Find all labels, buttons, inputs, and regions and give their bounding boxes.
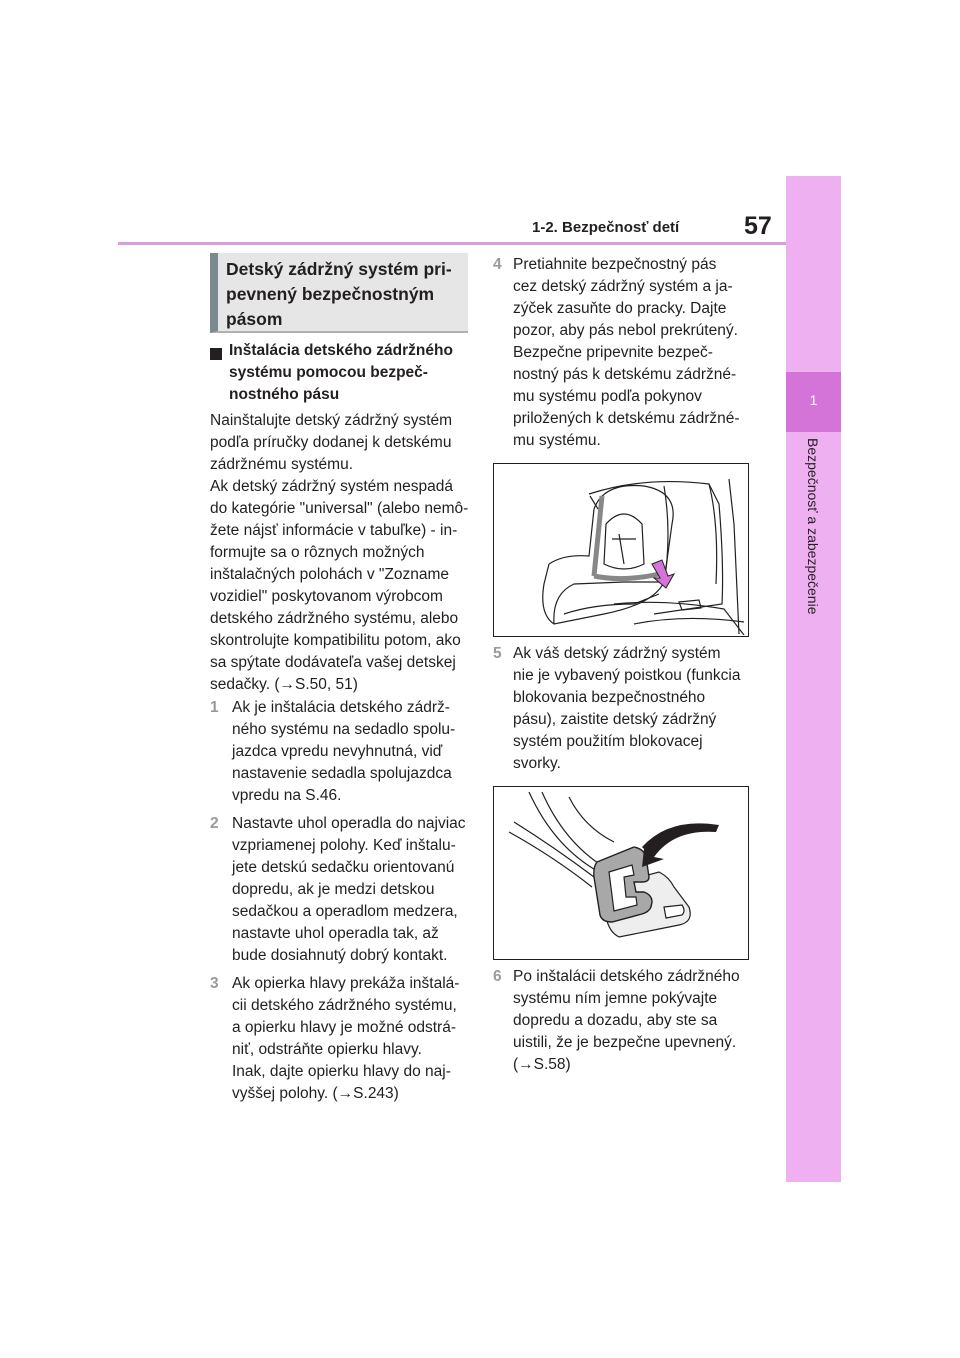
step-line: sedačkou a operadlom medzera,	[232, 903, 458, 920]
intro-line: do kategórie "universal" (alebo nemô-	[210, 500, 469, 517]
step-line: (→S.58)	[513, 1056, 571, 1073]
chapter-title-text: Bezpečnosť a zabezpečenie	[805, 438, 821, 615]
step-text	[232, 697, 455, 807]
step-line: jazdca vpredu nevyhnutná, viď	[232, 743, 443, 760]
intro-line: formujte sa o rôznych možných	[210, 544, 425, 561]
square-bullet-icon	[210, 348, 222, 360]
intro-line: inštalačných polohách v "Zozname	[210, 566, 449, 583]
step-line: Bezpečne pripevnite bezpeč-	[513, 344, 713, 361]
step-line: nie je vybavený poistkou (funkcia	[513, 667, 741, 684]
step-line: Ak opierka hlavy prekáža inštalá-	[232, 975, 460, 992]
step-line: nostný pás k detskému zádržné-	[513, 366, 737, 383]
intro-line: sa spýtate dodávateľa vašej detskej	[210, 654, 456, 671]
header-rule	[118, 242, 786, 245]
heading-line: pevnený bezpečnostným	[226, 284, 435, 304]
section-heading-box	[210, 253, 468, 333]
step-line: systém použitím blokovacej	[513, 733, 703, 750]
subheading-line: Inštalácia detského zádržného	[229, 342, 453, 359]
step-text	[232, 813, 466, 967]
step-line: blokovania bezpečnostného	[513, 689, 706, 706]
step-line: cez detský zádržný systém a ja-	[513, 278, 733, 295]
step-number: 1	[210, 699, 219, 716]
locking-clip-illustration	[494, 787, 747, 958]
step-line: priložených k detskému zádržné-	[513, 410, 740, 427]
step-line: mu systému podľa pokynov	[513, 388, 702, 405]
step-line: jete detskú sedačku orientovanú	[232, 859, 455, 876]
step-line: Po inštalácii detského zádržného	[513, 968, 740, 985]
step-line: pásu), zaistite detský zádržný	[513, 711, 717, 728]
step-number: 5	[493, 645, 502, 662]
step-text	[513, 643, 740, 775]
step-line: Inak, dajte opierku hlavy do naj-	[232, 1063, 451, 1080]
step-line: vyššej polohy. (→S.243)	[232, 1085, 399, 1102]
step-line: pozor, aby pás nebol prekrútený.	[513, 322, 738, 339]
intro-line: Nainštalujte detský zádržný systém	[210, 412, 453, 429]
subheading	[229, 340, 453, 406]
child-seat-installation-figure	[493, 463, 749, 637]
step-line: Ak je inštalácia detského zádrž-	[232, 699, 450, 716]
step-line: mu systému.	[513, 432, 601, 449]
step-line: cii detského zádržného systému,	[232, 997, 457, 1014]
intro-line: skontrolujte kompatibilitu potom, ako	[210, 632, 461, 649]
step-line: a opierku hlavy je možné odstrá-	[232, 1019, 457, 1036]
step-number: 4	[493, 256, 502, 273]
intro-line: sedačky. (→S.50, 51)	[210, 676, 358, 693]
chapter-title	[786, 438, 841, 638]
step-line: Pretiahnite bezpečnostný pás	[513, 256, 717, 273]
step-line: dopredu, ak je medzi detskou	[232, 881, 435, 898]
intro-line: Ak detský zádržný systém nespadá	[210, 478, 453, 495]
step-number: 2	[210, 815, 219, 832]
intro-line: podľa príručky dodanej k detskému	[210, 434, 452, 451]
step-line: svorky.	[513, 755, 561, 772]
curved-arrow-icon	[642, 823, 719, 867]
heading-line: pásom	[226, 309, 283, 329]
step-line: vzpriamenej polohy. Keď inštalu-	[232, 837, 456, 854]
step-line: bude dosiahnutý dobrý kontakt.	[232, 947, 448, 964]
step-text	[513, 254, 740, 452]
child-seat-illustration	[494, 464, 747, 635]
step-line: dopredu a dozadu, aby ste sa	[513, 1012, 718, 1029]
step-line: uistili, že je bezpečne upevnený.	[513, 1034, 737, 1051]
intro-line: žete nájsť informácie v tabuľke) - in-	[210, 522, 458, 539]
locking-clip-figure	[493, 786, 749, 960]
intro-line: zádržnému systému.	[210, 456, 353, 473]
step-text	[513, 966, 740, 1076]
step-line: systému ním jemne pokývajte	[513, 990, 718, 1007]
intro-paragraph	[210, 410, 468, 696]
section-title: 1-2. Bezpečnosť detí	[532, 219, 680, 236]
step-line: nastavte uhol operadla tak, až	[232, 925, 439, 942]
intro-line: detského zádržného systému, alebo	[210, 610, 459, 627]
step-number: 6	[493, 968, 502, 985]
step-line: vpredu na S.46.	[232, 787, 342, 804]
step-line: Nastavte uhol operadla do najviac	[232, 815, 466, 832]
step-line: ného systému na sedadlo spolu-	[232, 721, 456, 738]
subheading-line: nostného pásu	[229, 386, 340, 403]
step-line: zýček zasuňte do pracky. Dajte	[513, 300, 727, 317]
step-text	[232, 973, 459, 1105]
intro-line: vozidiel" poskytovanom výrobcom	[210, 588, 443, 605]
heading-line: Detský zádržný systém pri-	[226, 259, 452, 279]
chapter-number: 1	[809, 392, 818, 408]
page-number: 57	[744, 212, 772, 240]
step-line: Ak váš detský zádržný systém	[513, 645, 721, 662]
step-line: nastavenie sedadla spolujazdca	[232, 765, 452, 782]
chapter-side-tab	[786, 176, 841, 1182]
step-number: 3	[210, 975, 219, 992]
step-line: niť, odstráňte opierku hlavy.	[232, 1041, 422, 1058]
subheading-line: systému pomocou bezpeč-	[229, 364, 428, 381]
